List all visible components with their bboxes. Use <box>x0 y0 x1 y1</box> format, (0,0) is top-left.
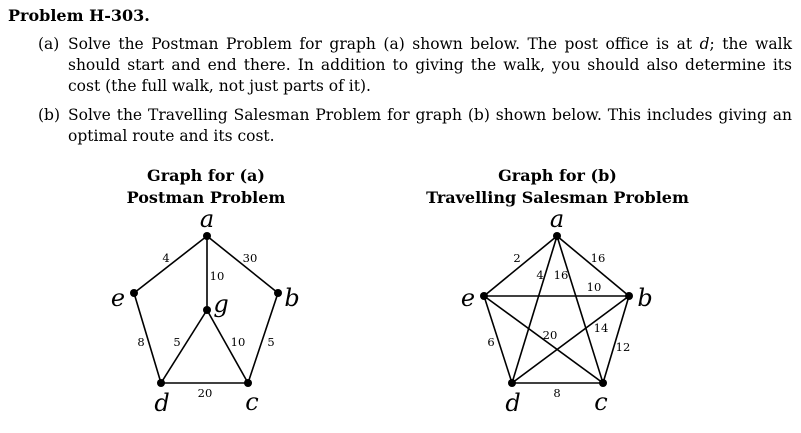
graph-a-edge-a-e <box>134 236 207 293</box>
graph-a-vertex-c-dot <box>244 379 252 387</box>
graph-a-weight-g-c: 10 <box>230 335 246 349</box>
graph-a-vertex-b-label: b <box>284 284 300 312</box>
graph-a-weight-b-c: 5 <box>267 335 275 349</box>
graph-b-weight-e-b: 10 <box>586 280 602 294</box>
graph-b-vertex-a-dot <box>553 232 561 240</box>
graph-b-weight-d-c: 8 <box>553 386 561 400</box>
graph-b-weight-e-c: 14 <box>593 321 609 335</box>
part-a-label: (a) <box>38 35 60 53</box>
graph-b-vertex-d-dot <box>508 379 516 387</box>
part-b-label: (b) <box>38 106 61 124</box>
graph-a-vertex-d-dot <box>157 379 165 387</box>
graph-a-weight-a-b: 30 <box>242 251 258 265</box>
graph-a-weight-a-e: 4 <box>162 251 170 265</box>
graph-b-weight-b-c: 12 <box>615 340 631 354</box>
graph-b-weight-e-d: 6 <box>487 335 495 349</box>
graph-b-edge-a-e <box>484 236 557 296</box>
post-office-vertex: d <box>699 35 710 53</box>
graph-a-vertex-c-label: c <box>245 388 259 416</box>
graph-a-weight-a-g: 10 <box>209 269 225 283</box>
graph-a-vertex-a-dot <box>203 232 211 240</box>
graph-b-title-line1: Graph for (b) <box>498 166 617 185</box>
graph-b-vertex-a-label: a <box>549 205 565 233</box>
graph-b-edge-b-d <box>512 296 629 383</box>
problem-title: Problem H-303. <box>8 6 150 25</box>
graph-b-vertex-b-label: b <box>637 284 653 312</box>
graph-a-title-line2: Postman Problem <box>126 188 286 207</box>
graph-b-title-line2: Travelling Salesman Problem <box>426 188 689 207</box>
graph-a-vertex-g-label: g <box>213 290 229 318</box>
graph-b-weight-b-d: 20 <box>542 328 558 342</box>
graph-b-vertex-d-label: d <box>505 389 521 417</box>
graph-a-vertex-b-dot <box>274 289 282 297</box>
graph-a-title-line1: Graph for (a) <box>147 166 265 185</box>
graph-b-weight-a-d: 4 <box>536 268 544 282</box>
graph-a-vertex-d-label: d <box>154 389 170 417</box>
graph-b-vertex-c-label: c <box>594 388 608 416</box>
graph-a-vertex-e-label: e <box>110 284 126 312</box>
part-b-text: Solve the Travelling Salesman Problem for graph (b) shown below. This includes giving an optimal route and its cost. <box>68 106 792 145</box>
graph-a-weight-d-c: 20 <box>197 386 213 400</box>
graph-b-weight-a-c: 16 <box>553 268 569 282</box>
graph-a-vertex-e-dot <box>130 289 138 297</box>
graph-b-weight-a-b: 16 <box>590 251 606 265</box>
graph-a-vertex-g-dot <box>203 306 211 314</box>
graph-b-vertex-e-dot <box>480 292 488 300</box>
graph-a-weight-g-d: 5 <box>173 335 181 349</box>
graph-a-weight-e-d: 8 <box>137 335 145 349</box>
graph-b-vertex-e-label: e <box>460 284 476 312</box>
graph-b-weight-a-e: 2 <box>513 251 521 265</box>
graph-a-edge-g-d <box>161 310 207 383</box>
graph-a-vertex-a-label: a <box>199 205 215 233</box>
part-a-text: Solve the Postman Problem for graph (a) shown below. The post office is at d; the walk should start and end there. In addition to giving the walk, you should also determine its cost (the full walk, not just parts of it). <box>68 35 792 95</box>
graph-b-vertex-c-dot <box>599 379 607 387</box>
graph-b-vertex-b-dot <box>625 292 633 300</box>
